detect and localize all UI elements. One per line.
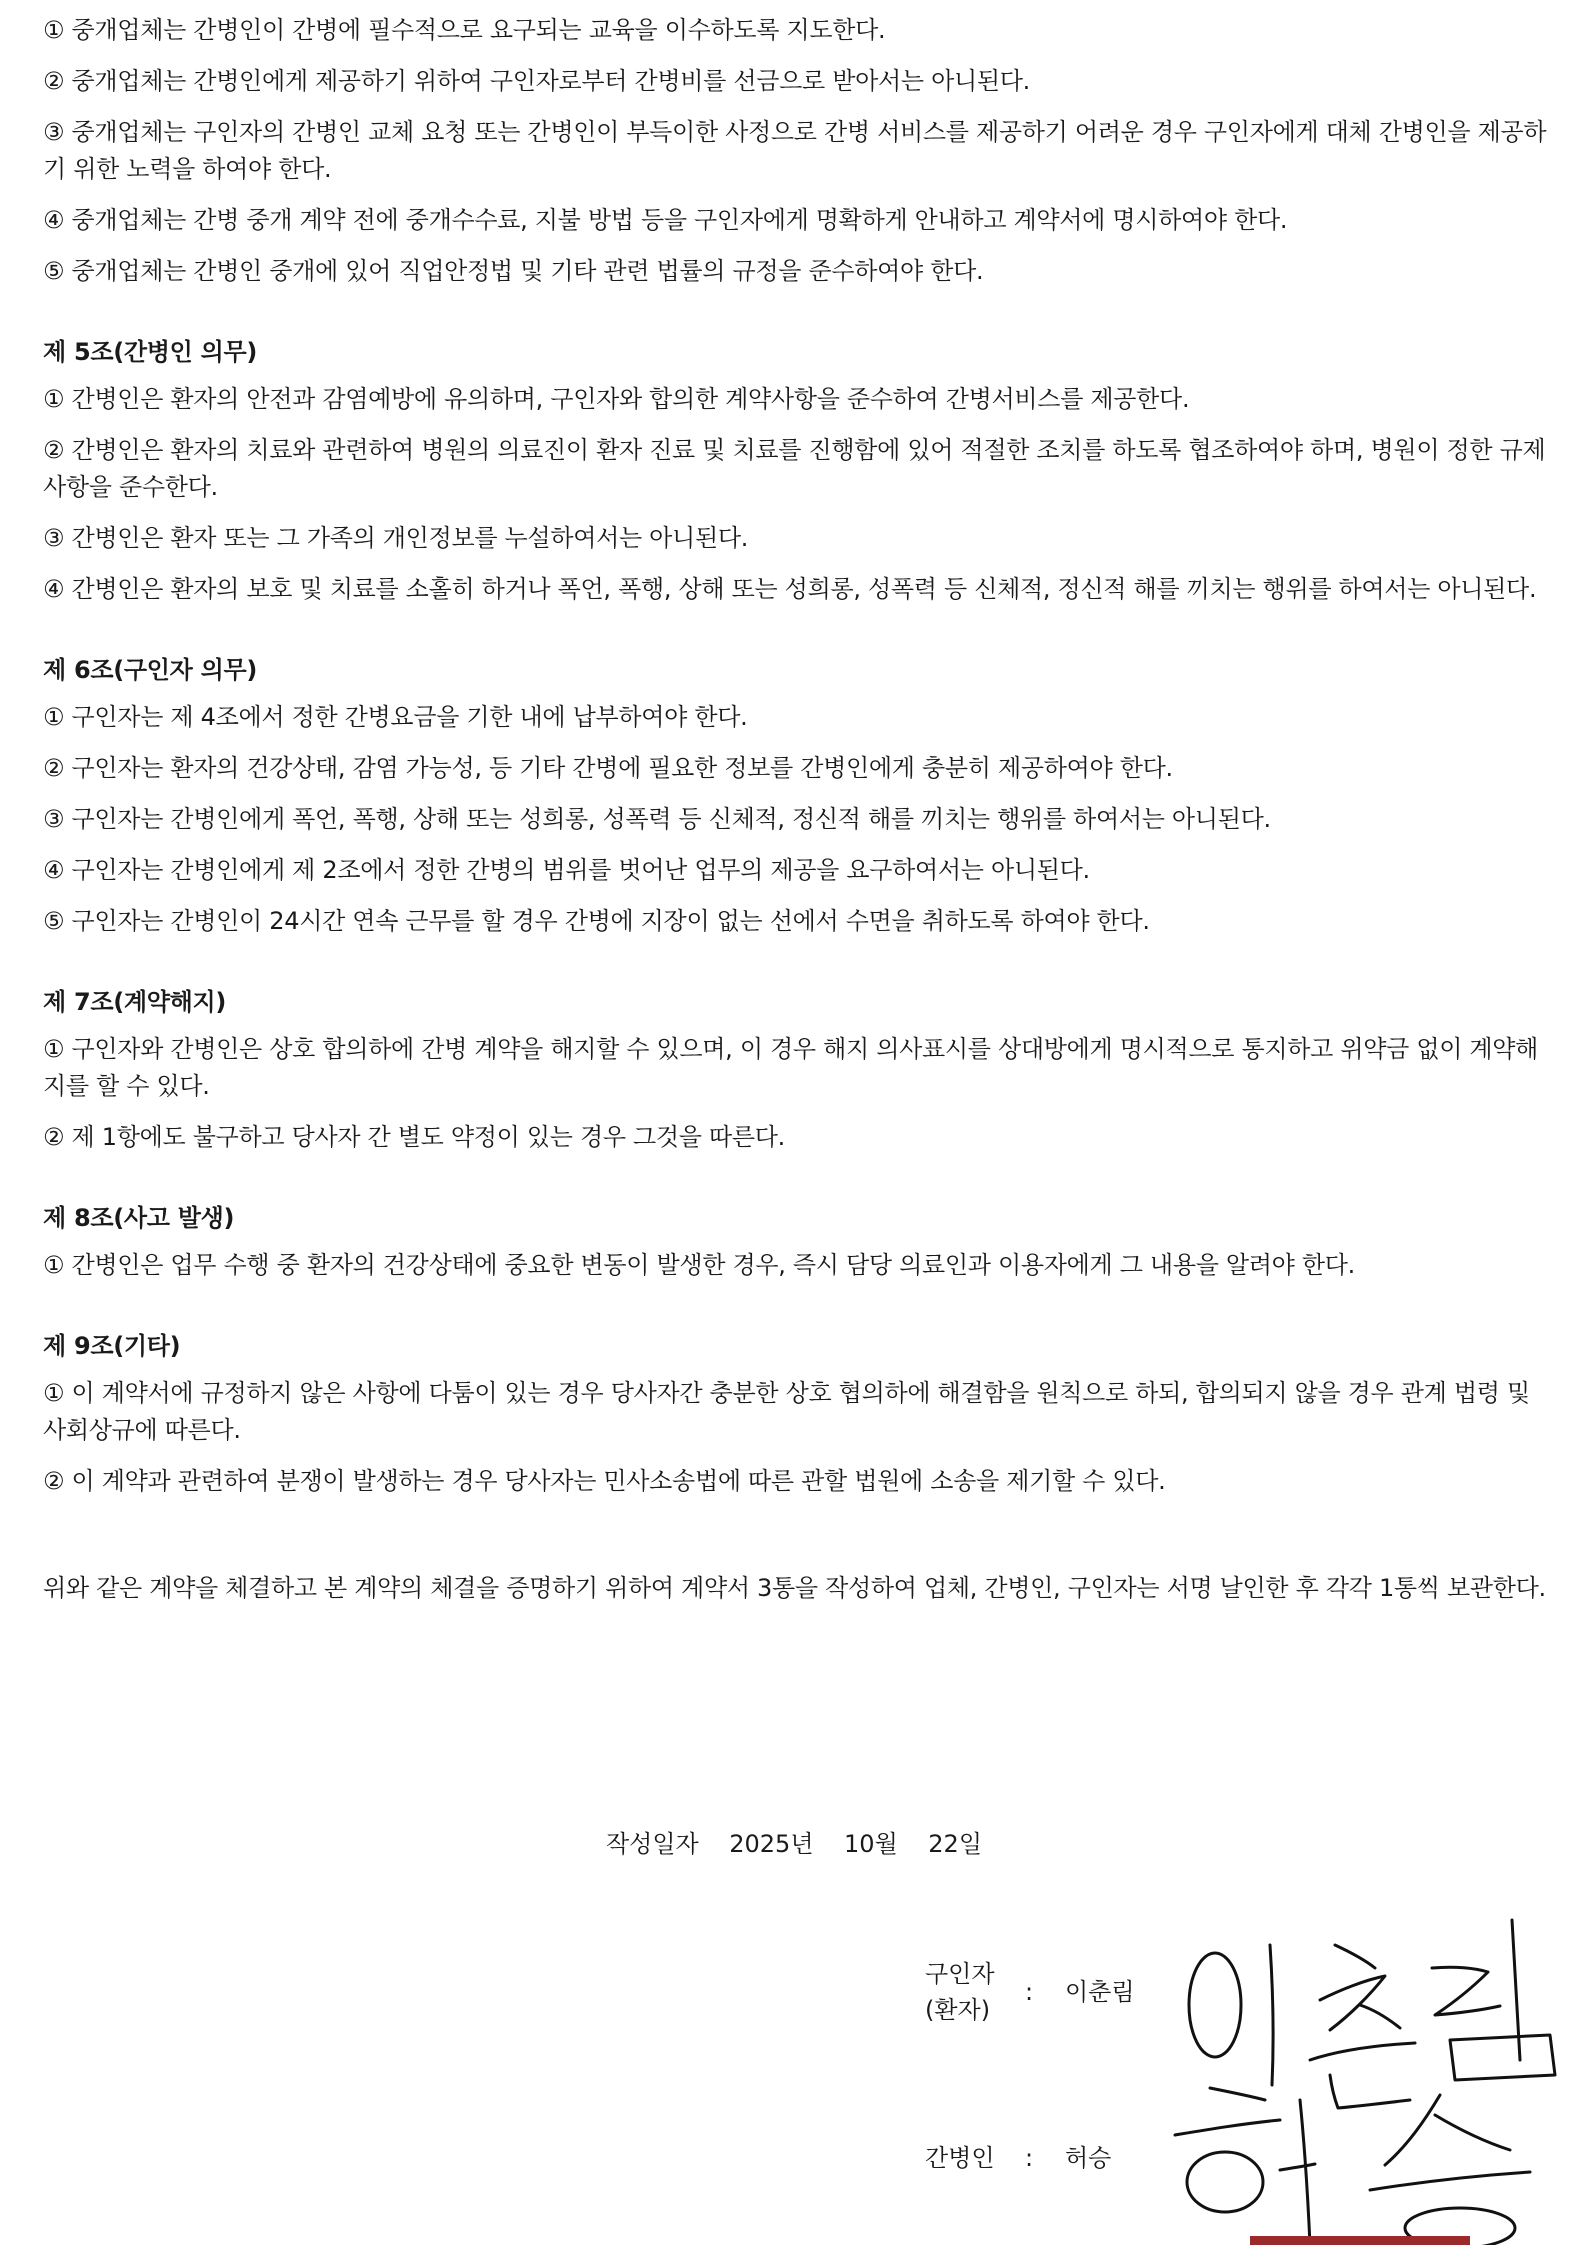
article-4-item-3: ③ 중개업체는 구인자의 간병인 교체 요청 또는 간병인이 부득이한 사정으로 간병 서비스를 제공하기 어려운 경우 구인자에게 대체 간병인을 제공하기 위한 노력을 하여야 한다. [43,118,1547,183]
date-line [0,1826,1588,1863]
article-4-item-1: ① 중개업체는 간병인이 간병에 필수적으로 요구되는 교육을 이수하도록 지도한다. [43,16,886,44]
client-sig-stroke [1320,1976,1385,2030]
client-sig-stroke [1330,2075,1410,2108]
caregiver-sig-stroke [1385,2095,1440,2165]
caregiver-signature [1175,2088,1530,2245]
article-6 [43,652,1555,940]
client-sig-stroke [1335,1945,1375,1968]
caregiver-sig-stroke [1187,2152,1263,2212]
client-signer-row [925,1956,1185,2036]
article-7-title: 제 7조(계약해지) [43,988,227,1016]
date-label: 작성일자 [605,1830,699,1858]
article-6-item-1: ① 구인자는 제 4조에서 정한 간병요금을 기한 내에 납부하여야 한다. [43,703,748,731]
article-4-item-2: ② 중개업체는 간병인에게 제공하기 위하여 구인자로부터 간병비를 선금으로 받아서는 아니된다. [43,67,1030,95]
article-5-item-2: ② 간병인은 환자의 치료와 관련하여 병원의 의료진이 환자 진료 및 치료를 진행함에 있어 적절한 조치를 하도록 협조하여야 하며, 병원이 정한 규제사항을 준수한다. [43,436,1546,501]
caregiver-sig-stroke [1210,2088,1265,2100]
caregiver-signer-row [925,2140,1185,2180]
article-7 [43,984,1555,1156]
client-sig-stroke [1360,2005,1400,2028]
caregiver-sig-stroke [1175,2120,1280,2135]
caregiver-colon: : [1025,2144,1034,2172]
client-sig-stroke [1450,2035,1555,2080]
article-5-item-1: ① 간병인은 환자의 안전과 감염예방에 유의하며, 구인자와 합의한 계약사항을 준수하여 간병서비스를 제공한다. [43,385,1190,413]
caregiver-sig-stroke [1370,2172,1530,2190]
article-6-item-4: ④ 구인자는 간병인에게 제 2조에서 정한 간병의 범위를 벗어난 업무의 제공을 요구하여서는 아니된다. [43,856,1090,884]
article-8 [43,1200,1555,1284]
contract-document [43,0,1555,1607]
article-9 [43,1328,1555,1500]
article-8-title: 제 8조(사고 발생) [43,1204,235,1232]
article-6-item-3: ③ 구인자는 간병인에게 폭언, 폭행, 상해 또는 성희롱, 성폭력 등 신체적, 정신적 해를 끼치는 행위를 하여서는 아니된다. [43,805,1271,833]
article-5-item-4: ④ 간병인은 환자의 보호 및 치료를 소홀히 하거나 폭언, 폭행, 상해 또는 성희롱, 성폭력 등 신체적, 정신적 해를 끼치는 행위를 하여서는 아니된다. [43,575,1537,603]
article-4-item-4: ④ 중개업체는 간병 중개 계약 전에 중개수수료, 지불 방법 등을 구인자에게 명확하게 안내하고 계약서에 명시하여야 한다. [43,206,1288,234]
caregiver-name: 허승 [1065,2144,1112,2172]
article-6-title: 제 6조(구인자 의무) [43,656,258,684]
article-7-item-2: ② 제 1항에도 불구하고 당사자 간 별도 약정이 있는 경우 그것을 따른다. [43,1123,785,1151]
client-sig-stroke [1310,2043,1415,2060]
seal-stamp-edge [1250,2236,1470,2245]
article-5-title: 제 5조(간병인 의무) [43,338,258,366]
article-4-item-5: ⑤ 중개업체는 간병인 중개에 있어 직업안정법 및 기타 관련 법률의 규정을 준수하여야 한다. [43,257,984,285]
article-7-item-1: ① 구인자와 간병인은 상호 합의하에 간병 계약을 해지할 수 있으며, 이 경우 해지 의사표시를 상대방에게 명시적으로 통지하고 위약금 없이 계약해지를 할 수 있다. [43,1035,1539,1100]
client-sig-stroke [1512,1920,1520,2060]
date-month: 10월 [844,1830,898,1858]
article-9-item-2: ② 이 계약과 관련하여 분쟁이 발생하는 경우 당사자는 민사소송법에 따른 관할 법원에 소송을 제기할 수 있다. [43,1467,1166,1495]
client-sig-stroke [1189,1953,1241,2057]
client-colon: : [1025,1978,1034,2006]
date-year: 2025년 [729,1830,814,1858]
article-9-title: 제 9조(기타) [43,1332,181,1360]
client-label: 구인자 (환자) [925,1960,995,2024]
caregiver-sig-stroke [1280,2164,1315,2170]
client-signature [1189,1920,1555,2108]
article-8-item-1: ① 간병인은 업무 수행 중 환자의 건강상태에 중요한 변동이 발생한 경우, 즉시 담당 의료인과 이용자에게 그 내용을 알려야 한다. [43,1251,1355,1279]
article-9-item-1: ① 이 계약서에 규정하지 않은 사항에 다툼이 있는 경우 당사자간 충분한 상호 협의하에 해결함을 원칙으로 하되, 합의되지 않을 경우 관계 법령 및 사회상규에 따른다. [43,1379,1530,1444]
client-name: 이춘림 [1065,1978,1135,2006]
caregiver-sig-stroke [1300,2100,1310,2245]
handwritten-signatures [1170,1910,1560,2245]
caregiver-label: 간병인 [925,2144,995,2172]
closing-statement: 위와 같은 계약을 체결하고 본 계약의 체결을 증명하기 위하여 계약서 3통을 작성하여 업체, 간병인, 구인자는 서명 날인한 후 각각 1통씩 보관한다. [43,1574,1546,1602]
date-day: 22일 [928,1830,983,1858]
article-5-item-3: ③ 간병인은 환자 또는 그 가족의 개인정보를 누설하여서는 아니된다. [43,524,749,552]
article-5 [43,334,1555,608]
caregiver-sig-stroke [1435,2115,1510,2150]
client-sig-stroke [1270,1945,1273,2085]
article-6-item-2: ② 구인자는 환자의 건강상태, 감염 가능성, 등 기타 간병에 필요한 정보를 간병인에게 충분히 제공하여야 한다. [43,754,1173,782]
client-sig-stroke [1432,1967,1500,2015]
article-6-item-5: ⑤ 구인자는 간병인이 24시간 연속 근무를 할 경우 간병에 지장이 없는 선에서 수면을 취하도록 하여야 한다. [43,907,1150,935]
article-4-items [43,0,1555,290]
